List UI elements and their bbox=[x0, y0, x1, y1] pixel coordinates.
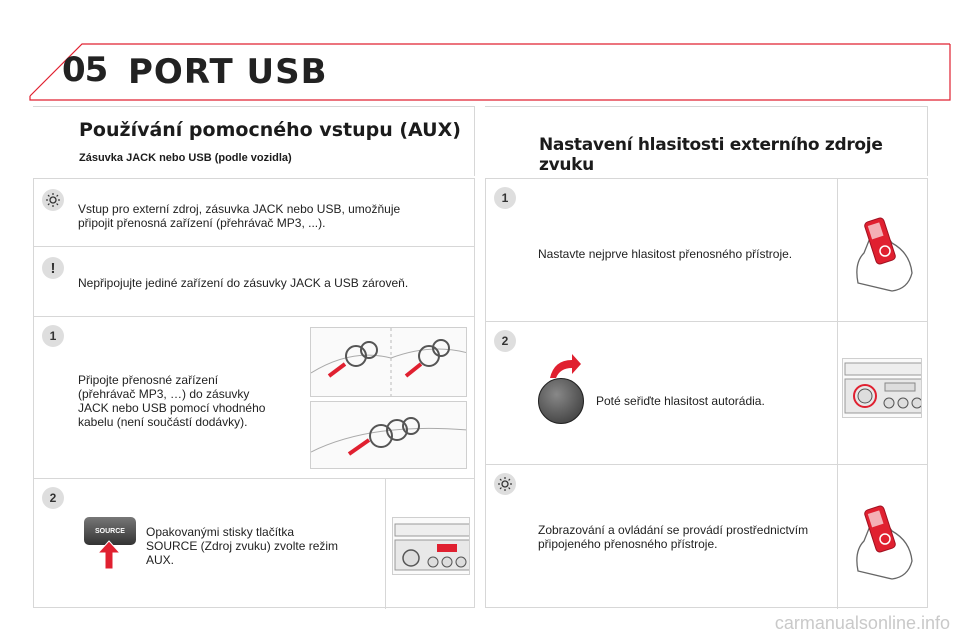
portable-player-hand-icon bbox=[852, 213, 918, 293]
info-sun-icon bbox=[42, 189, 64, 211]
left-title-area bbox=[33, 106, 475, 176]
portable-player-hand-icon-2 bbox=[852, 501, 918, 581]
warning-icon: ! bbox=[42, 257, 64, 279]
right-info-text: Zobrazování a ovládání se provádí prostřednictvím připojeného přenosného přístroje. bbox=[538, 523, 809, 551]
left-step2-badge: 2 bbox=[42, 487, 64, 509]
left-step2-divider bbox=[385, 479, 386, 609]
watermark: carmanualsonline.info bbox=[774, 613, 950, 633]
press-arrow-up-icon bbox=[96, 539, 122, 571]
right-step1-row bbox=[486, 179, 927, 322]
right-title: Nastavení hlasitosti externího zdroje zvuku bbox=[539, 135, 883, 175]
warning-text: Nepřipojujte jediné zařízení do zásuvky JACK a USB zároveň. bbox=[78, 276, 409, 290]
section-number: 05 bbox=[62, 50, 108, 90]
right-panel bbox=[485, 178, 928, 608]
info-text: Vstup pro externí zdroj, zásuvka JACK nebo USB, umožňuje připojit přenosná zařízení (přehrávač MP3, ...). bbox=[78, 202, 401, 230]
left-subtitle: Zásuvka JACK nebo USB (podle vozidla) bbox=[79, 152, 292, 164]
right-step1-badge: 1 bbox=[494, 187, 516, 209]
left-title: Používání pomocného vstupu (AUX) bbox=[79, 119, 461, 141]
right-step1-divider bbox=[837, 179, 838, 321]
volume-knob[interactable] bbox=[538, 378, 584, 424]
radio-unit-illustration-right bbox=[842, 358, 922, 418]
right-info-divider bbox=[837, 465, 838, 609]
radio-unit-illustration-left bbox=[392, 517, 470, 575]
right-step2-divider bbox=[837, 322, 838, 464]
rotate-arrow-icon bbox=[548, 352, 582, 380]
jack-connection-illustration-bottom bbox=[310, 401, 467, 469]
right-title-area bbox=[485, 106, 928, 176]
left-panel bbox=[33, 178, 475, 608]
right-info-sun-icon bbox=[494, 473, 516, 495]
right-step1-text: Nastavte nejprve hlasitost přenosného přístroje. bbox=[538, 247, 793, 261]
right-step2-badge: 2 bbox=[494, 330, 516, 352]
left-step1-badge: 1 bbox=[42, 325, 64, 347]
right-info-row bbox=[486, 465, 927, 609]
left-step1-text: Připojte přenosné zařízení (přehrávač MP3, …) do zásuvky JACK nebo USB pomocí vhodného kabelu (není součástí dodávky). bbox=[78, 373, 266, 429]
jack-connection-illustration-top bbox=[310, 327, 467, 397]
left-step1-row bbox=[34, 317, 474, 479]
left-step2-row bbox=[34, 479, 474, 609]
warning-row bbox=[34, 247, 474, 317]
section-title: PORT USB bbox=[128, 52, 328, 92]
left-step2-text: Opakovanými stisky tlačítka SOURCE (Zdroj zvuku) zvolte režim AUX. bbox=[146, 525, 339, 567]
source-button-label: SOURCE bbox=[95, 527, 125, 535]
right-step2-text: Poté seřiďte hlasitost autorádia. bbox=[596, 394, 765, 408]
right-step2-row bbox=[486, 322, 927, 465]
info-row bbox=[34, 179, 474, 247]
